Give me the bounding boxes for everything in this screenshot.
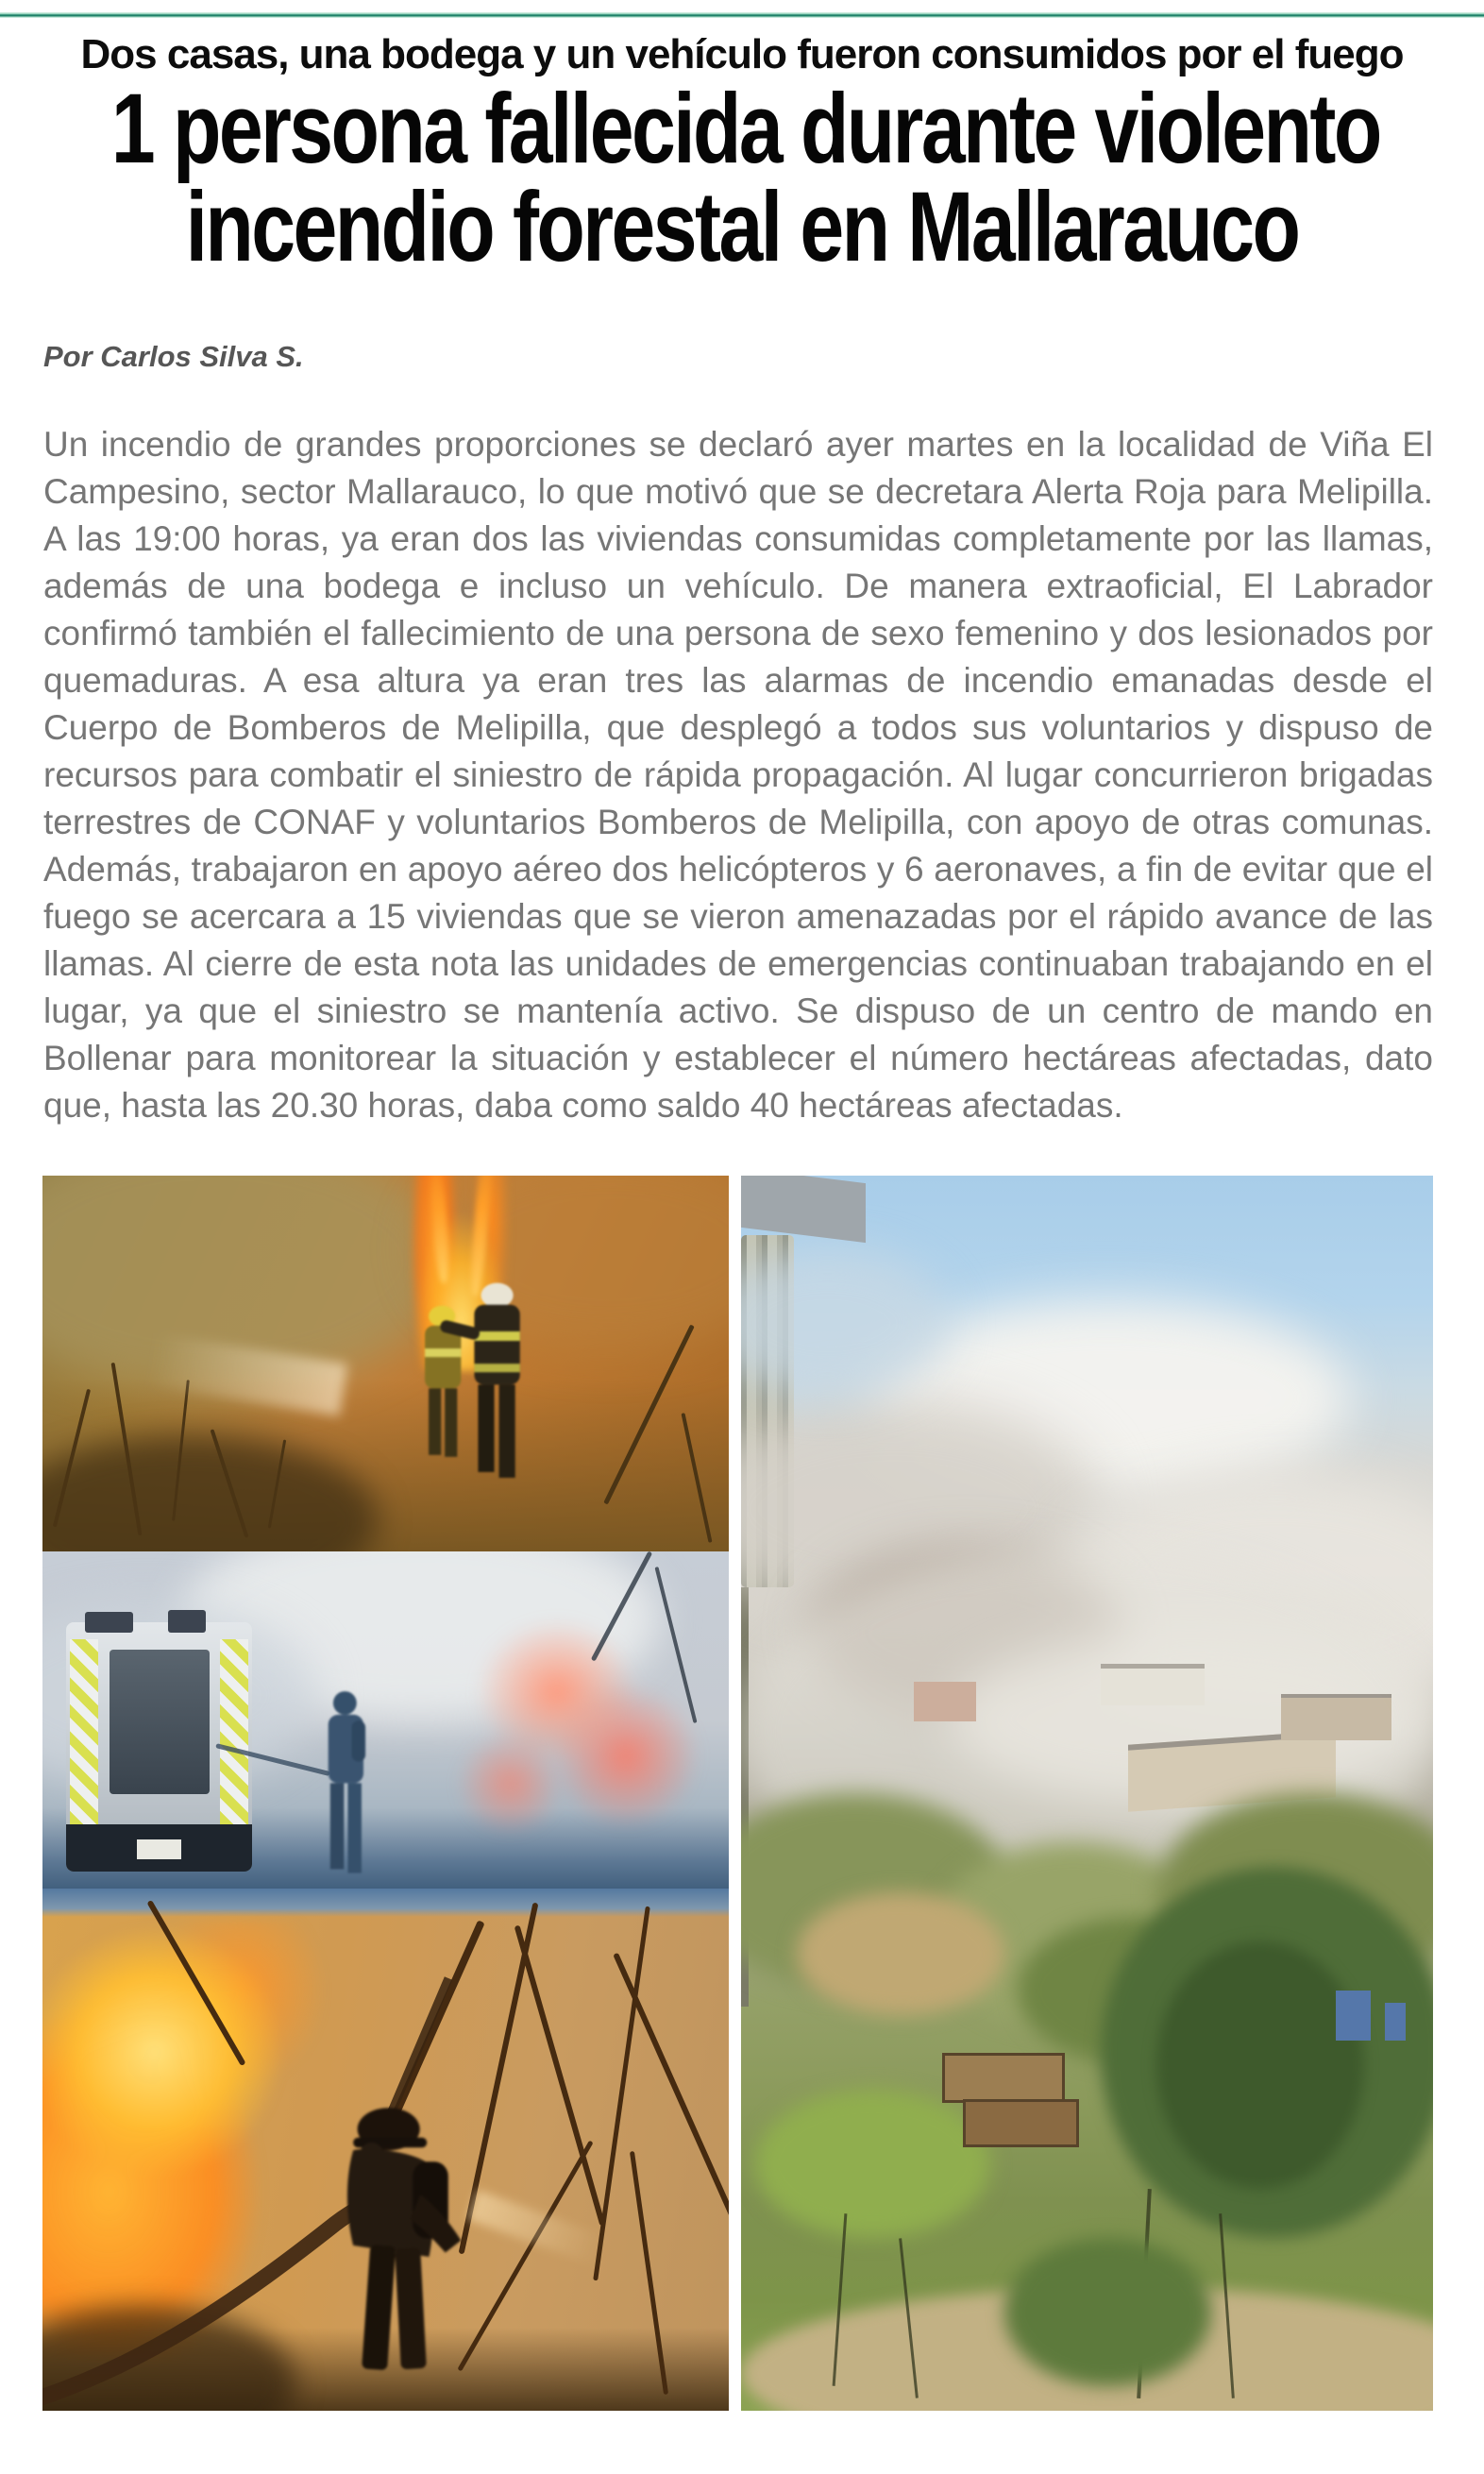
top-divider-rule: [0, 12, 1484, 18]
truck-roof-gear: [168, 1610, 205, 1633]
dry-patch: [797, 1892, 1004, 2016]
photo-column-right: [741, 1176, 1433, 2411]
wooden-crate: [963, 2099, 1079, 2146]
truck-roof-gear: [85, 1612, 133, 1632]
flame-glow: [433, 1618, 708, 1848]
firefighters-silhouette: [413, 1270, 537, 1511]
farm-roof: [741, 1176, 866, 1243]
photo-grid: [42, 1176, 1433, 2411]
grass-field: [755, 2090, 990, 2238]
blue-tarp: [1385, 2003, 1406, 2040]
photo-firefighter-flames: [42, 1889, 729, 2411]
article-byline: Por Carlos Silva S.: [43, 340, 304, 373]
truck-chevron-stripe: [220, 1639, 247, 1823]
truck-rear-window: [110, 1650, 210, 1794]
headline-line-2: incendio forestal en Mallarauco: [185, 170, 1299, 282]
article-kicker: Dos casas, una bodega y un vehículo fueron consumidos por el fuego: [80, 31, 1404, 77]
photo-column-left: [42, 1176, 729, 2411]
tree-foliage: [1156, 1941, 1364, 2189]
photo-hillside-smoke: [741, 1176, 1433, 2411]
truck-license-plate: [137, 1839, 181, 1859]
firefighter-silhouette: [282, 2082, 495, 2406]
wooden-crate: [942, 2053, 1066, 2103]
firefighter-silhouette: [311, 1689, 379, 1885]
article-headline: [0, 72, 1484, 282]
headline-line-1: 1 persona fallecida durante violento: [110, 72, 1380, 184]
blue-tarp: [1336, 1991, 1371, 2040]
garden-plants: [1004, 2238, 1212, 2386]
photo-firefighters-brush-fire: [42, 1176, 729, 1551]
truck-chevron-stripe: [70, 1639, 97, 1823]
article-body: Un incendio de grandes proporciones se declaró ayer martes en la localidad de Viña El Campesino, sector Mallarauco, lo que motivó que se decretara Alerta Roja para Melipilla. A las 19:00 horas, ya eran dos las viviendas consumidas completamente por las llamas, además de una bodega e incluso un vehículo. De manera extraoficial, El Labrador confirmó también el fallecimiento de una persona de sexo femenino y dos lesionados por quemaduras. A esa altura ya eran tres las alarmas de incendio emanadas desde el Cuerpo de Bomberos de Melipilla, que desplegó a todos sus voluntarios y dispuso de recursos para combatir el siniestro de rápida propagación. Al lugar concurrieron brigadas terrestres de CONAF y voluntarios Bomberos de Melipilla, con apoyo de otras comunas. Además, trabajaron en apoyo aéreo dos helicópteros y 6 aeronaves, a fin de evitar que el fuego se acercara a 15 viviendas que se vieron amenazadas por el rápido avance de las llamas. Al cierre de esta nota las unidades de emergencias continuaban trabajando en el lugar, ya que el siniestro se mantenía activo. Se dispuso de un centro de mando en Bollenar para monitorear la situación y establecer el número hectáreas afectadas, dato que, hasta las 20.30 horas, daba como saldo 40 hectáreas afectadas.: [43, 425, 1433, 1125]
photo-fire-truck-smoke: [42, 1551, 729, 1889]
